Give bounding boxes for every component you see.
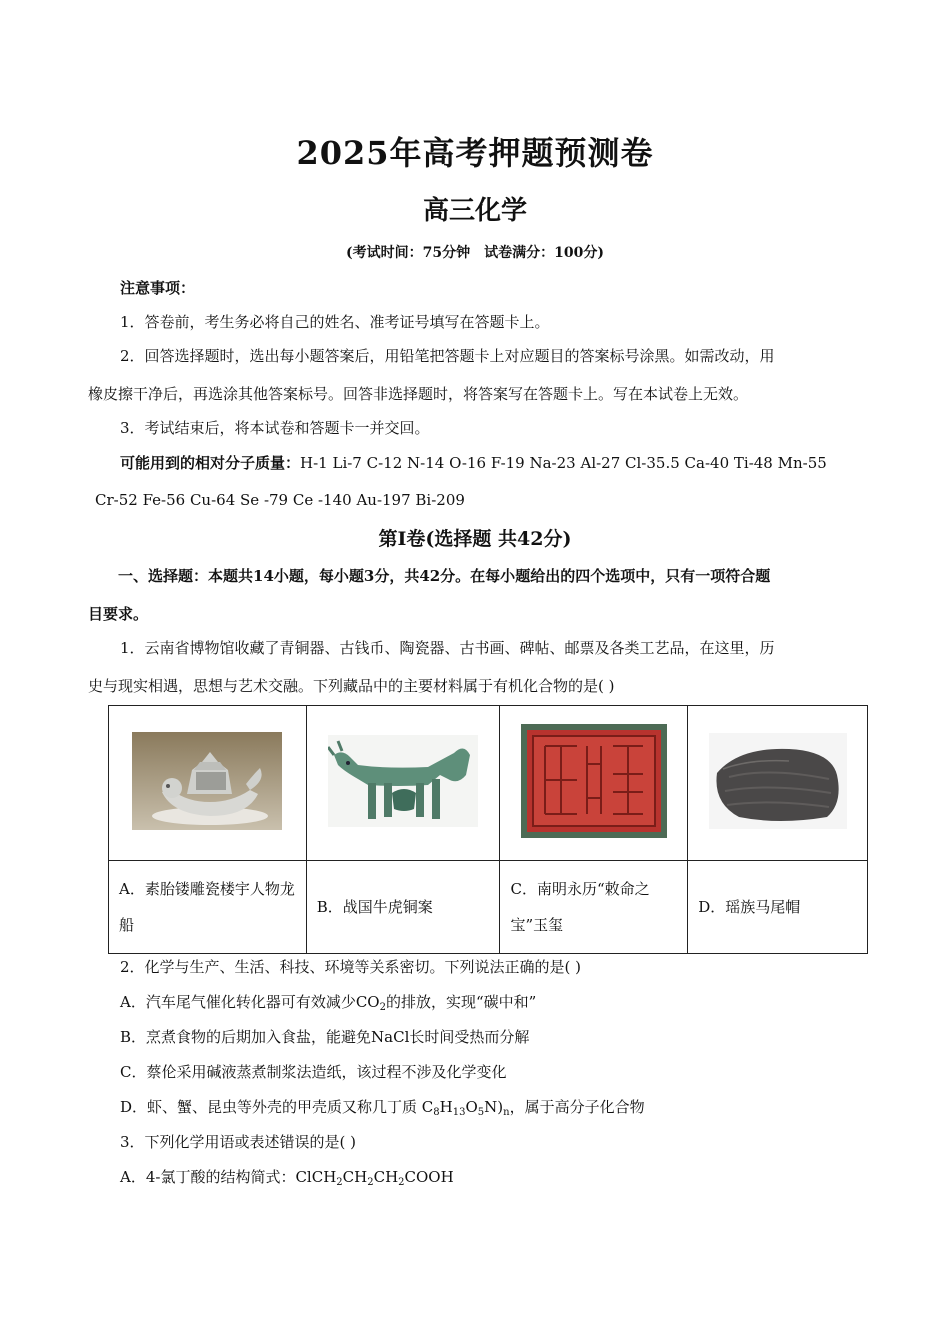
- masses-values: H-1 Li-7 C-12 N-14 O-16 F-19 Na-23 Al-27 Cl-35.5 Ca-40 Ti-48 Mn-55: [300, 454, 827, 472]
- page-subtitle: 高三化学: [422, 196, 527, 226]
- q1-stem: 1．云南省博物馆收藏了青铜器、古钱币、陶瓷器、古书画、碑帖、邮票及各类工艺品，在这里，历: [120, 639, 775, 657]
- porcelain-dragon-boat-image: [132, 732, 282, 834]
- notice-item-3: 3．考试结束后，将本试卷和答题卡一并交回。: [120, 419, 430, 437]
- section-title: 第Ⅰ卷(选择题 共42分): [378, 528, 572, 550]
- horsetail-hat-image: [709, 733, 847, 833]
- option-d-image-cell: [688, 706, 868, 861]
- q2-option-d-sub1: 8: [433, 1107, 440, 1118]
- q1-options-table: [108, 705, 868, 954]
- option-d-label: D．瑶族马尾帽: [688, 861, 868, 954]
- option-a-image-cell: [109, 706, 307, 861]
- red-jade-seal-image: [521, 724, 667, 842]
- q2-option-b: B．烹煮食物的后期加入食盐，能避免NaCl长时间受热而分解: [120, 1028, 530, 1046]
- q2-option-d-text: D．虾、蟹、昆虫等外壳的甲壳质又称几丁质 C: [120, 1098, 434, 1116]
- q2-stem: 2．化学与生产、生活、科技、环境等关系密切。下列说法正确的是( ): [120, 958, 582, 976]
- q3-stem: 3．下列化学用语或表述错误的是( ): [120, 1133, 357, 1151]
- q2-option-a-text-end: 的排放，实现“碳中和”: [385, 993, 537, 1011]
- q2-option-d-mid2: O: [465, 1098, 478, 1116]
- q3-option-a-sub2: 2: [367, 1177, 374, 1188]
- q3-option-a-text-end: COOH: [404, 1168, 454, 1186]
- q2-option-d-sub4: n: [503, 1107, 510, 1118]
- option-a-label: A．素胎镂雕瓷楼宇人物龙船: [109, 861, 307, 954]
- notice-item-2-cont: 橡皮擦干净后，再选涂其他答案标号。回答非选择题时，将答案写在答题卡上。写在本试卷上无效。: [88, 385, 749, 403]
- q2-option-d-text-end: ，属于高分子化合物: [509, 1098, 645, 1116]
- option-c-image-cell: [500, 706, 688, 861]
- q2-option-a-text: A．汽车尾气催化转化器可有效减少CO: [120, 993, 380, 1011]
- q3-option-a-text: A．4-氯丁酸的结构简式：ClCH: [120, 1168, 337, 1186]
- option-c-label: C．南明永历“敕命之宝”玉玺: [500, 861, 688, 954]
- q3-option-a-sub3: 2: [398, 1177, 405, 1188]
- bronze-ox-tiger-table-image: [328, 735, 478, 831]
- option-b-image-cell: [306, 706, 500, 861]
- q2-option-d-mid1: H: [439, 1098, 453, 1116]
- q2-option-c: C．蔡伦采用碱液蒸煮制浆法造纸，该过程不涉及化学变化: [120, 1063, 507, 1081]
- q2-option-d-sub3: 5: [477, 1107, 485, 1118]
- q2-option-a: [120, 992, 536, 1012]
- q2-option-a-subscript: 2: [379, 1002, 386, 1013]
- section-instruction: 一、选择题：本题共14小题，每小题3分，共42分。在每小题给出的四个选项中，只有一项符合题: [118, 567, 771, 585]
- exam-meta: (考试时间：75分钟 试卷满分：100分): [346, 245, 604, 261]
- notice-heading: 注意事项：: [120, 279, 196, 297]
- q2-option-d-mid3: N): [484, 1098, 504, 1116]
- masses-label: 可能用到的相对分子质量：: [120, 454, 301, 472]
- q3-option-a: [120, 1167, 454, 1187]
- option-b-label: B．战国牛虎铜案: [306, 861, 500, 954]
- q3-option-a-mid1: CH: [342, 1168, 368, 1186]
- q3-option-a-mid2: CH: [373, 1168, 399, 1186]
- notice-item-2: 2．回答选择题时，选出每小题答案后，用铅笔把答题卡上对应题目的答案标号涂黑。如需改动，用: [120, 347, 775, 365]
- q2-option-d: [120, 1097, 645, 1117]
- q2-option-d-sub2: 13: [452, 1107, 466, 1118]
- masses-line-2: Cr-52 Fe-56 Cu-64 Se -79 Ce -140 Au-197 Bi-209: [95, 491, 465, 509]
- notice-item-1: 1．答卷前，考生务必将自己的姓名、准考证号填写在答题卡上。: [120, 313, 550, 331]
- q3-option-a-sub1: 2: [336, 1177, 343, 1188]
- section-instruction-cont: 目要求。: [88, 605, 149, 623]
- q1-stem-cont: 史与现实相遇，思想与艺术交融。下列藏品中的主要材料属于有机化合物的是( ): [88, 677, 615, 695]
- masses-line-1: [120, 453, 827, 473]
- page-title: 2025年高考押题预测卷: [296, 134, 654, 172]
